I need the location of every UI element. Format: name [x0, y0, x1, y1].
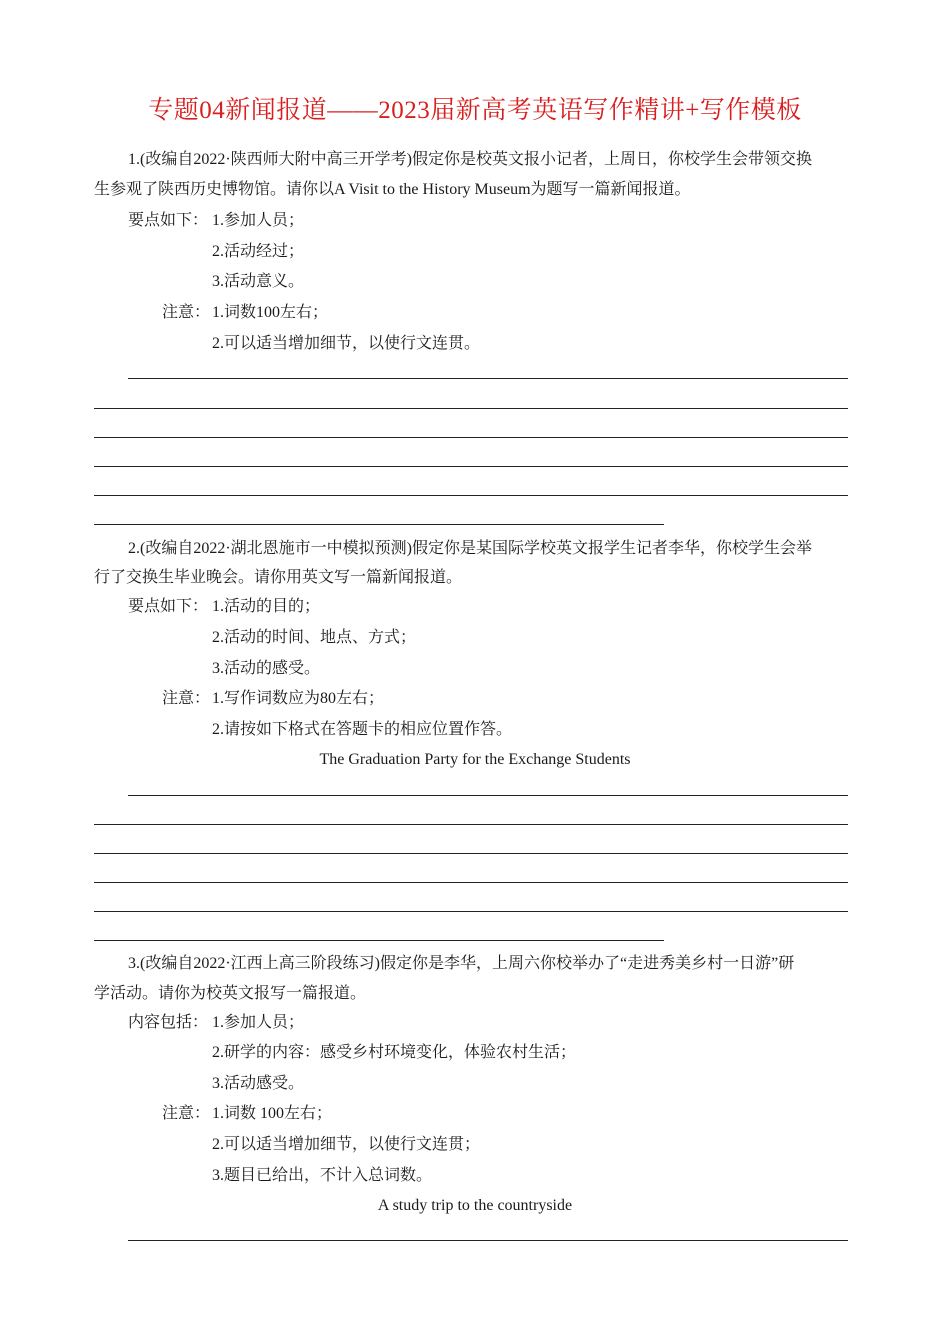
answer-line [94, 524, 664, 525]
answer-line [128, 795, 848, 796]
q1-note-1: 1.词数100左右； [212, 304, 329, 321]
q3-point-2: 2.研学的内容：感受乡村环境变化，体验农村生活； [212, 1044, 577, 1061]
q3-note-1: 1.词数 100左右； [212, 1105, 333, 1122]
page-title: 专题04新闻报道——2023届新高考英语写作精讲+写作模板 [148, 97, 802, 124]
q2-text-line1: 2.(改编自2022·湖北恩施市一中模拟预测)假定你是某国际学校英文报学生记者李华，你校学生会举 [128, 540, 812, 557]
q3-point-1: 1.参加人员； [212, 1014, 305, 1031]
q2-text-line2: 行了交换生毕业晚会。请你用英文写一篇新闻报道。 [94, 569, 463, 586]
q3-point-3: 3.活动感受。 [212, 1075, 305, 1092]
q3-points-label: 内容包括： [128, 1014, 209, 1031]
answer-line [94, 495, 848, 496]
answer-line [94, 940, 664, 941]
q1-note-2: 2.可以适当增加细节，以使行文连贯。 [212, 335, 481, 352]
answer-line [94, 408, 848, 409]
q2-note-2: 2.请按如下格式在答题卡的相应位置作答。 [212, 721, 513, 738]
q3-text-line1: 3.(改编自2022·江西上高三阶段练习)假定你是李华，上周六你校举办了“走进秀美乡村一日游”研 [128, 955, 795, 972]
q2-point-3: 3.活动的感受。 [212, 660, 321, 677]
answer-line [94, 882, 848, 883]
answer-line [94, 437, 848, 438]
q3-notes-label: 注意： [162, 1105, 211, 1122]
q1-points-label: 要点如下： [128, 212, 209, 229]
q2-notes-label: 注意： [162, 690, 211, 707]
answer-line [128, 378, 848, 379]
q3-essay-heading: A study trip to the countryside [377, 1197, 573, 1214]
q2-point-1: 1.活动的目的； [212, 598, 321, 615]
q1-point-3: 3.活动意义。 [212, 273, 305, 290]
q3-text-line2: 学活动。请你为校英文报写一篇报道。 [94, 985, 367, 1002]
q1-point-1: 1.参加人员； [212, 212, 305, 229]
answer-line [94, 853, 848, 854]
q1-notes-label: 注意： [162, 304, 211, 321]
q2-note-1: 1.写作词数应为80左右； [212, 690, 385, 707]
answer-line [94, 466, 848, 467]
q2-essay-heading: The Graduation Party for the Exchange Students [319, 751, 631, 768]
q3-note-3: 3.题目已给出，不计入总词数。 [212, 1167, 433, 1184]
q1-point-2: 2.活动经过； [212, 243, 305, 260]
answer-line [94, 911, 848, 912]
q2-point-2: 2.活动的时间、地点、方式； [212, 629, 417, 646]
answer-line [128, 1240, 848, 1241]
q2-points-label: 要点如下： [128, 598, 209, 615]
q3-note-2: 2.可以适当增加细节，以使行文连贯； [212, 1136, 481, 1153]
q1-text-line2: 生参观了陕西历史博物馆。请你以A Visit to the History Museum为题写一篇新闻报道。 [94, 181, 691, 198]
answer-line [94, 824, 848, 825]
q1-text-line1: 1.(改编自2022·陕西师大附中高三开学考)假定你是校英文报小记者，上周日，你校学生会带领交换 [128, 151, 812, 168]
